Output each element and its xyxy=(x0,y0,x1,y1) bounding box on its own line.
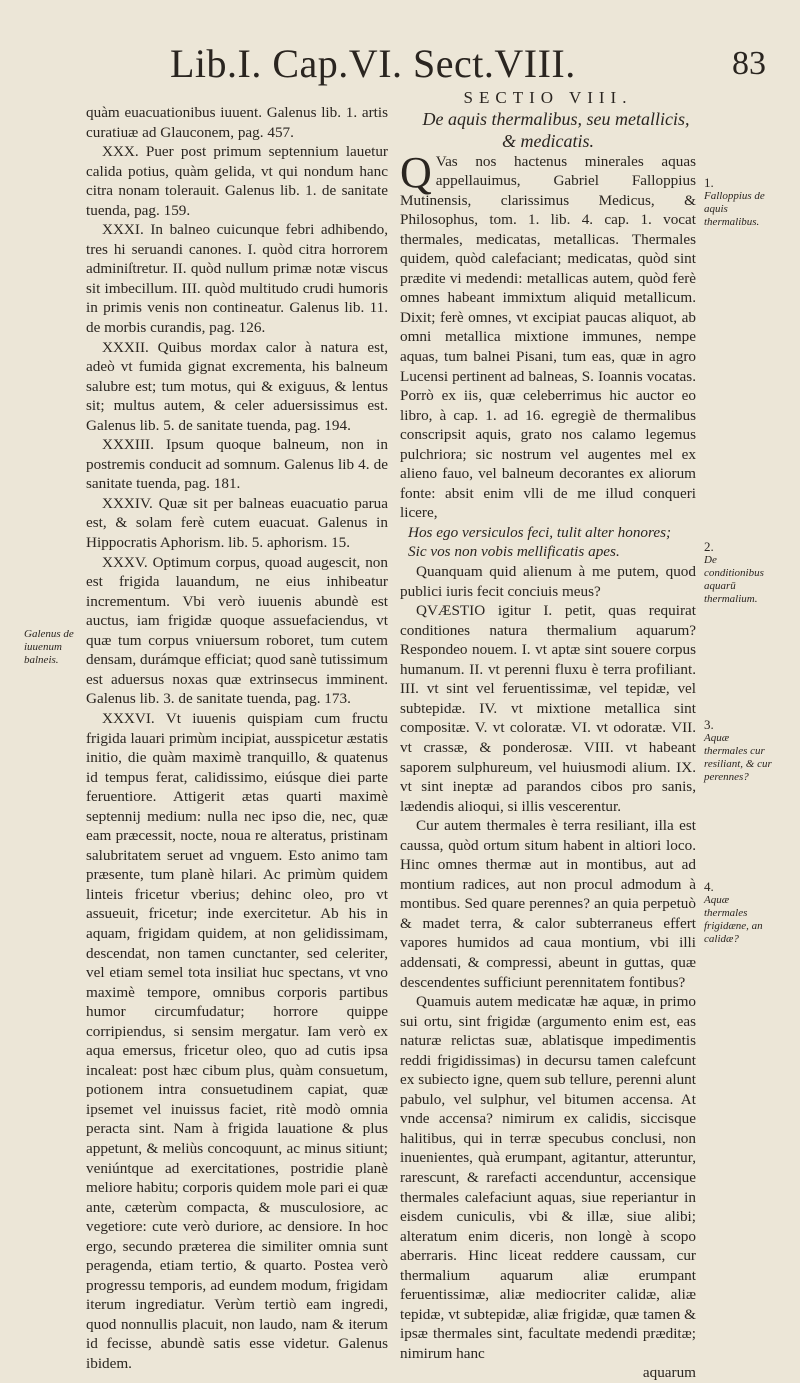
margin-note-text: Aquæ thermales cur resiliant, & cur perennes? xyxy=(704,732,772,783)
paragraph-quamuis: Quamuis autem medicatæ hæ aquæ, in primo sui ortu, sint frigidæ (argumento enim est, eas naturæ relictas suæ, ablatisque impedimentis reddi frigidissimas) in decursu tamen calefcunt ex subiecto igne, quem sub tellure, perenni alunt pabulo, vel sulphur, vel bitumen accensa. At vnde accensa? nimirum ex calidis, siccisque halitibus, qui in terræ specubus conclusi, non inuenientes, quà erumpant, agitantur, atteruntur, rarescunt, & rarefacti accenduntur, accensique thermales calefaciunt aquas, siue reperiantur in eisdem cuniculis, vbi & illæ, siue alibi; alteratum enim diceris, non longè à scopo aberraris. Hinc liceat reddere caussam, cur thermalium aquarum aliæ erumpant feruentissimæ, aliæ mediocriter calidæ, aliæ tepidæ, vt subtepidæ, aliæ frigidæ, quæ tamen & ipsæ thermales sint, facultate medendi præditæ; nimirum hanc xyxy=(400,993,696,1362)
paragraph-xxxiv: XXXIV. Quæ sit per balneas euacuatio parua est, & solam ferè cutem euacuat. Galenus in Hippocratis Aphorism. lib. 5. aphorism. 15. xyxy=(86,494,388,552)
page-number: 83 xyxy=(732,45,766,82)
margin-note-3 xyxy=(704,718,774,784)
paragraph-xxxvi: XXXVI. Vt iuuenis quispiam cum fructu frigida lauari primùm incipiat, ausspicetur æstatis initio, die quàm maximè tranquillo, & quatenus id tempus ferat, calidissimo, eiúsque diei parte feruentiore. Attigerit ætas quarti maximè septennij medium: nulla nec ipso die, nec, quæ eam præcessit, nocte, noua re alteratus, pristinam salubritatem seruet ad vnguem. Esto animo tam præsente, tum planè hilari. Ac primùm quidem linteis fricetur vberius; dehinc oleo, pro vt assueuit, fricetur; inde exercitetur. Ab his in aquam, frigidam quidem, at non gelidissimam, descendat, non tamen cunctanter, sed celeriter, vel etiam semel tota insiliat huc spectans, vt vno maximè tempore, omnibus corporis partibus humor circumfudatur; horrore quippe corripiendus, si sensim mergatur. Iam verò ex aqua emersus, fricetur oleo, quo ad cutis ipsa incaleat: post hæc cibum plus, quàm consuetum, potionem intra consuetudinem capiat, quæ ipsemet vel inuissus faciet, ritè modò omnia peracta sint. Nam à frigida lauatione & plus appetunt, & meliùs concoquunt, ac minus sitiunt; veniúntque ad exercitationes, postridie planè meliore habitu; corporis quidem mole pari ei quæ ante, cæterùm compacta, & musculosiore, ac vegetiore: cute verò duriore, ac densiore. In hoc ergo, secundo præterea die similiter omnia sunt peragenda, etiam tertio, & quarto. Postea verò progressu temporis, ad eundem modum, frigidam iterum ingrediatur. Verùm tertiò eam ingredi, quod nonnullis placuit, non laudo, nam & iterum id fecisse, abundè satis esse videtur. Galenus ibidem. xyxy=(86,709,388,1372)
margin-note-text: De conditionibus aquarū thermalium. xyxy=(704,554,764,605)
paragraph-intro xyxy=(400,147,696,523)
right-column xyxy=(400,88,696,1383)
margin-note-text: Falloppius de aquis thermalibus. xyxy=(704,190,765,228)
section-title: De aquis thermalibus, seu metallicis, & medicatis. xyxy=(422,108,690,151)
verse-line-1: Hos ego versiculos feci, tulit alter honores; xyxy=(408,523,672,541)
margin-note-2 xyxy=(704,540,774,606)
paragraph-xxxii: XXXII. Quibus mordax calor à natura est, adeò vt fumida gignat excrementa, his balneum salubre est; tum motus, qui & exiguus, & lentus sit; multus autem, & celer aduersissimus est. Galenus lib. 5. de sanitate tuenda, pag. 194. xyxy=(86,338,388,434)
margin-note-number: 4. xyxy=(704,879,714,894)
paragraph-xxxv: XXXV. Optimum corpus, quoad augescit, non est frigida lauandum, ne eius inhibeatur incrementum. Vbi verò iuuenis abundè est auctus, iam frigidæ quoque assuefaciendus, vt quæ tum corpus vniuersum roboret, tum cutem densam, durámque efficiat; quod sanè tutissimum est aduersus noxas quæ extrinsecus imminent. Galenus lib. 3. de sanitate tuenda, pag. 173. xyxy=(86,553,388,708)
drop-cap: Q xyxy=(400,147,432,197)
margin-note-text: Galenus de iuuenum balneis. xyxy=(24,628,74,666)
margin-note-number: 2. xyxy=(704,539,714,554)
catchword: aquarum xyxy=(642,1364,696,1382)
paragraph-xxx: XXX. Puer post primum septennium lauetur calida potius, quàm gelida, vt qui nondum hanc citra nonam tolerauit. Galenus lib. 1. de sanitate tuenda, pag. 159. xyxy=(86,143,388,219)
paragraph-xxxiii: XXXIII. Ipsum quoque balneum, non in postremis conducit ad somnum. Galenus lib 4. de sanitate tuenda, pag. 181. xyxy=(86,436,388,493)
paragraph-intro-text: Vas nos hactenus minerales aquas appellauimus, Gabriel Falloppius Mutinensis, clarissimus Medicus, & Philosophus, tom. 1. lib. 4. cap. 1. vocat thermales, medicatas, metallicas. Thermales quidem, quòd calefaciant; medicatas, quòd sint prædite vi medendi: metallicas autem, quòd ferè omnes habeant immixtum aliquid metallicum. Dixit; ferè omnes, vt excipiat paucas aliquot, ab omni metallica mixtione immunes, nempe aquas, tum balnei Pisani, tum eas, quæ in agro Lucensi pertinent ad balneas, S. Ioannis vocatas. Porrò ex iis, quæ celeberrimus hic auctor eo libro, à cap. 1. ad 16. egregiè de thermalibus conscripsit aquis, grato nos calamo legemus pulchriora; sic nostrum vel augentes mel ex alieno fauo, vel balneum decorantes ex aliorum fonte: absit enim vlli de me illud conqueri licere, xyxy=(400,152,696,522)
paragraph-quaestio: QVÆSTIO igitur I. petit, quas requirat conditiones natura thermalium aquarum? Respondeo nouem. I. vt aptæ sint souere corpus humanum. II. vt perenni fluxu è terra profiliant. III. vt sint vel feruentissimæ, vel tepidæ, vel subtepidæ. IV. vt mixtione metallica sint compositæ. V. vt coloratæ. VI. vt odoratæ. VII. vt crassæ, & ponderosæ. VIII. vt habeant saporem sulphureum, vel huiusmodi alium. IX. vt sint ineptæ ad parandos cibos pro sanis, lædendis alioqui, si illis vescerentur. xyxy=(400,602,696,815)
paragraph-cur-autem: Cur autem thermales è terra resiliant, illa est caussa, quòd ortum situm habent in altiori loco. Hinc omnes thermæ aut in montibus, aut ad montium radices, aut non procul admodum à montibus. Sed quare perennes? an quia perpetuò & madet terra, & calor subterraneus effert vapores humidos ad caua montium, vbi illi addensati, & compressi, abeunt in guttas, quæ descendentes sufficiunt perennitatem fontibus? xyxy=(400,817,696,991)
margin-note-1 xyxy=(704,176,774,229)
section-label: SECTIO VIII. xyxy=(463,88,633,107)
margin-note-4 xyxy=(704,880,774,946)
paragraph-continuation: quàm euacuationibus iuuent. Galenus lib. 1. artis curatiuæ ad Glauconem, pag. 457. xyxy=(86,104,388,141)
verse-line-2: Sic vos non vobis mellificatis apes. xyxy=(408,543,620,561)
running-head: Lib.I. Cap.VI. Sect.VIII. xyxy=(170,41,576,86)
paragraph-quanquam: Quanquam quid alienum à me putem, quod publici iuris fecit conciuis meus? xyxy=(400,563,696,600)
left-column xyxy=(86,103,388,1374)
margin-note-number: 3. xyxy=(704,717,714,732)
margin-note-galenus xyxy=(24,628,82,667)
margin-note-text: Aquæ thermales frigidæne, an calidæ? xyxy=(704,894,763,945)
paragraph-xxxi: XXXI. In balneo cuicunque febri adhibendo, tres hi seruandi canones. I. quòd citra horrorem adminiſtretur. II. quòd nullum primæ notæ viscus sit imbecillum. III. quòd multitudo crudi humoris in primis venis non contineatur. Galenus lib. 11. de morbis curandis, pag. 126. xyxy=(86,221,388,337)
margin-note-number: 1. xyxy=(704,175,714,190)
